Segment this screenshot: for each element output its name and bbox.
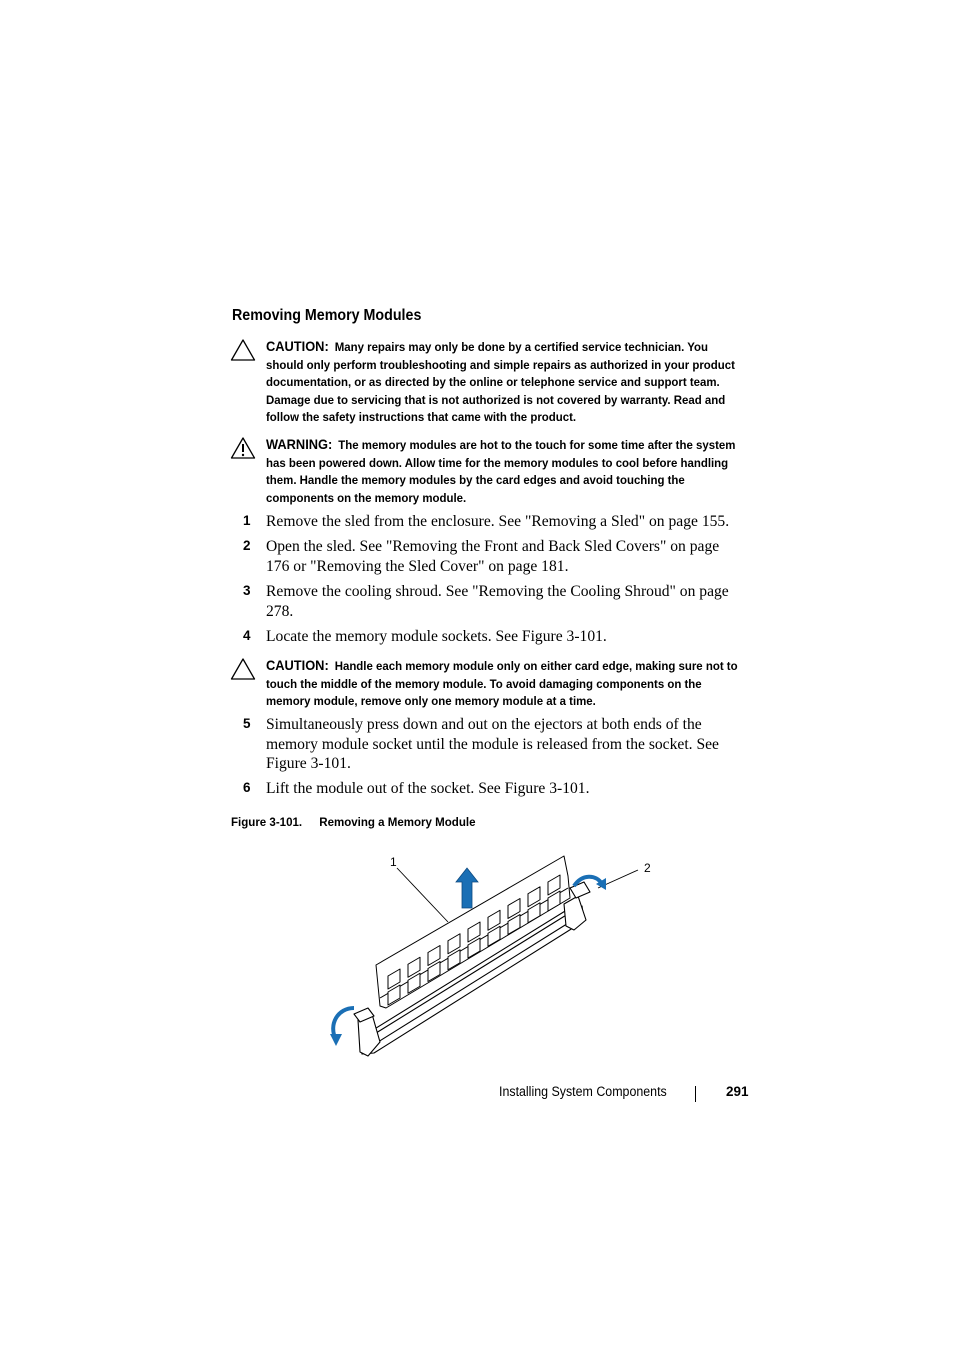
step-number: 5 xyxy=(243,716,251,731)
step-item xyxy=(243,715,763,774)
step-number: 4 xyxy=(243,628,251,643)
step-text: Open the sled. See "Removing the Front and Back Sled Covers" on page 176 or "Removing the Sled Cover" on page 181. xyxy=(266,538,720,575)
caution-triangle-icon xyxy=(230,338,256,362)
notice-label: WARNING: xyxy=(266,437,333,452)
step-number: 6 xyxy=(243,780,251,795)
callout-1: 1 xyxy=(390,855,397,869)
step-number: 3 xyxy=(243,583,251,598)
notice-text: Handle each memory module only on either card edge, making sure not to touch the middle of the memory module. To avoid damaging components on the memory module, remove only one memory module at a time. xyxy=(266,659,738,709)
step-text: Lift the module out of the socket. See Figure 3-101. xyxy=(266,780,590,797)
step-text: Remove the cooling shroud. See "Removing the Cooling Shroud" on page 278. xyxy=(266,583,729,620)
memory-module-illustration xyxy=(320,848,660,1063)
section-title: Removing Memory Modules xyxy=(232,307,422,324)
figure-title: Removing a Memory Module xyxy=(319,815,476,829)
caution-triangle-icon xyxy=(230,657,256,681)
warning-notice xyxy=(230,436,750,507)
step-number: 1 xyxy=(243,513,251,528)
warning-triangle-icon xyxy=(230,436,256,460)
notice-label: CAUTION: xyxy=(266,658,329,673)
step-item xyxy=(243,582,763,621)
step-text: Locate the memory module sockets. See Figure 3-101. xyxy=(266,628,607,645)
callout-2: 2 xyxy=(644,861,651,875)
ejector-arrow-left-icon xyxy=(330,1008,354,1046)
footer-separator xyxy=(695,1086,696,1102)
notice-text: Many repairs may only be done by a certified service technician. You should only perform troubleshooting and simple repairs as authorized in your product documentation, or as directed by the online or telephone service and support team. Damage due to servicing that is not authorized is not covered by warranty. Read and follow the safety instructions that came with the product. xyxy=(266,340,735,425)
step-item xyxy=(243,537,763,576)
step-text: Simultaneously press down and out on the ejectors at both ends of the memory module socket until the module is released from the socket. See Figure 3-101. xyxy=(266,716,719,772)
step-number: 2 xyxy=(243,538,251,553)
caution-notice xyxy=(230,338,750,427)
step-item xyxy=(243,779,763,799)
step-text: Remove the sled from the enclosure. See "Removing a Sled" on page 155. xyxy=(266,513,730,530)
figure-caption xyxy=(231,815,475,829)
caution-notice xyxy=(230,657,750,711)
notice-label: CAUTION: xyxy=(266,339,329,354)
callout-line-1 xyxy=(397,868,448,922)
lift-arrow-icon xyxy=(456,868,478,908)
page-number: 291 xyxy=(726,1084,749,1099)
step-item xyxy=(243,512,763,532)
footer-chapter-title: Installing System Components xyxy=(499,1084,667,1099)
figure-label: Figure 3-101. xyxy=(231,815,303,829)
step-item xyxy=(243,627,763,647)
notice-text: The memory modules are hot to the touch for some time after the system has been powered down. Allow time for the memory modules to cool before handling them. Handle the memory modules by the card edges and avoid touching the components on the memory module. xyxy=(266,438,736,505)
